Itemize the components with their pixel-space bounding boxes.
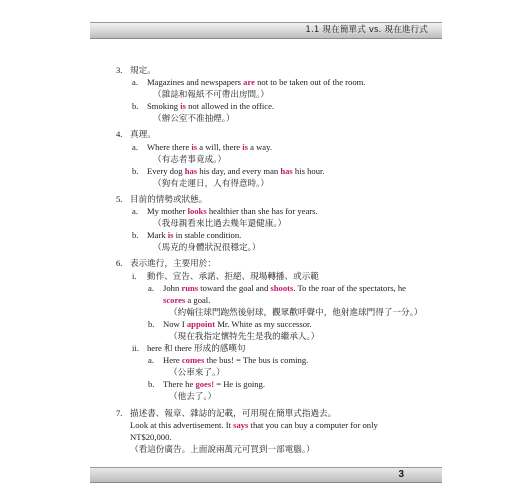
sentence-text: Here	[163, 355, 182, 366]
sentence-text: that you can buy a computer for only	[248, 419, 378, 430]
example-sentence	[147, 205, 418, 217]
sentence-text: = He is going.	[214, 379, 265, 390]
example-sentence	[163, 354, 418, 366]
highlighted-verb: is	[242, 141, 248, 152]
sentence-text: Magazines and newspapers	[147, 77, 244, 88]
sentence-text: My mother	[147, 206, 188, 217]
highlighted-verb: says	[233, 419, 249, 430]
subsection-heading: 動作、宣告、承諾、拒絕、現場轉播、或示範	[147, 270, 319, 281]
example-a	[130, 141, 418, 165]
header-title: 1.1 現在簡單式 vs. 現在進行式	[305, 25, 428, 35]
highlighted-verb: looks	[187, 206, 207, 217]
example-label: b.	[132, 101, 139, 112]
example-a	[130, 205, 418, 229]
section-number: 7.	[116, 407, 123, 418]
section-number: 6.	[116, 258, 123, 269]
section-5	[118, 193, 418, 253]
example-sentence-continued	[163, 294, 418, 306]
section-heading: 目前的情勢或狀態。	[130, 193, 208, 204]
section-6	[116, 257, 423, 402]
sentence-text: a will, there	[197, 141, 243, 152]
translation: （公車來了。）	[169, 367, 225, 378]
highlighted-verb: is	[167, 230, 174, 241]
example-b	[130, 229, 418, 253]
example-b	[130, 318, 418, 342]
highlighted-verb: is	[180, 101, 186, 112]
page-content	[116, 64, 423, 459]
example-label: a.	[132, 141, 138, 152]
translation: （馬克的身體狀況很穩定。）	[153, 242, 261, 253]
example-label: a.	[148, 282, 154, 293]
section-heading: 表示進行，主要用於：	[130, 258, 216, 269]
translation: （辦公室不准抽煙。）	[153, 113, 235, 124]
sentence-text: the bus! = The bus is coming.	[204, 355, 309, 366]
example-sentence	[147, 141, 418, 153]
example-sentence	[163, 378, 418, 390]
sentence-text: There he	[163, 379, 196, 390]
sentence-text: John	[163, 282, 182, 293]
translation: （我母親看來比過去幾年還健康。）	[153, 218, 287, 229]
sentence-text: Every dog	[147, 165, 185, 176]
section-3	[118, 64, 418, 124]
highlighted-verb: runs	[181, 282, 199, 293]
example-sentence	[147, 165, 418, 177]
example-label: a.	[132, 77, 138, 88]
subsection-label: i.	[132, 270, 137, 281]
sentence-text: . To the roar of the spectators, he	[293, 282, 406, 293]
sentence-text: a goal.	[185, 294, 211, 305]
sentence-text: not allowed in the office.	[185, 101, 275, 112]
highlighted-verb: are	[243, 77, 255, 88]
highlighted-verb: goes!	[195, 379, 215, 390]
highlighted-verb: comes	[181, 355, 205, 366]
example-b	[130, 378, 418, 402]
sentence-text: Look at this advertisement. It	[130, 419, 234, 430]
example-sentence	[147, 229, 418, 241]
subsection-ii	[130, 342, 418, 354]
section-number: 5.	[116, 193, 123, 204]
sentence-text: his hour.	[292, 165, 325, 176]
footer-band	[90, 467, 442, 483]
subsection-label: ii.	[132, 343, 139, 354]
sentence-text: Now I	[163, 318, 187, 329]
example-b	[130, 100, 418, 124]
sentence-text: not to be taken out of the room.	[254, 77, 366, 88]
sentence-text: Mr. White as my successor.	[215, 318, 312, 329]
section-number: 3.	[116, 65, 123, 75]
sentence-text: Where there	[147, 141, 192, 152]
sentence-text: Mark	[147, 230, 168, 241]
example-label: b.	[148, 379, 155, 390]
section-heading: 描述書、報章、雜誌的記載，可用現在簡單式指過去。	[130, 407, 337, 418]
translation: （狗有走運日，人有得意時。）	[153, 177, 270, 188]
sentence-text: a way.	[247, 141, 272, 152]
sentence-text: toward the goal and	[198, 282, 271, 293]
translation: （約翰往球門跑然後射球，觀眾歡呼聲中，他射進球門得了一分。）	[169, 306, 423, 317]
example-a	[130, 76, 418, 100]
section-heading: 規定。	[130, 65, 156, 75]
example-label: a.	[132, 206, 138, 217]
subsection-heading: here 和 there 形成的感嘆句	[147, 343, 246, 354]
translation: （他去了。）	[169, 391, 217, 402]
highlighted-verb: has	[280, 165, 293, 176]
example-sentence-continued: NT$20,000.	[130, 431, 172, 442]
translation: （看這份廣告。上面說兩萬元可買到一部電腦。）	[130, 443, 315, 454]
highlighted-verb: is	[191, 141, 198, 152]
example-label: a.	[148, 355, 154, 366]
section-number: 4.	[116, 129, 123, 140]
sentence-text: in stable condition.	[173, 230, 242, 241]
section-7	[118, 407, 418, 455]
sentence-text: healthier than she has for years.	[206, 206, 318, 217]
sentence-text: Smoking	[147, 101, 181, 112]
page-number: 3	[398, 469, 404, 480]
subsection-i	[130, 270, 418, 282]
example-sentence	[147, 76, 418, 88]
example-label: b.	[132, 230, 139, 241]
section-heading: 真理。	[130, 129, 156, 140]
example-a	[130, 282, 423, 318]
sentence-text: his day, and every man	[197, 165, 281, 176]
example-label: b.	[132, 165, 139, 176]
example-a	[130, 354, 418, 378]
highlighted-verb: shoots	[270, 282, 294, 293]
highlighted-verb: has	[184, 165, 198, 176]
section-4	[118, 128, 418, 188]
translation: （雜誌和報紙不可帶出房間。）	[153, 89, 270, 100]
translation: （有志者事竟成。）	[153, 153, 227, 164]
example-label: b.	[148, 318, 155, 329]
example-sentence	[147, 100, 418, 112]
example-sentence	[130, 419, 418, 431]
example-sentence	[163, 282, 418, 294]
highlighted-verb: scores	[163, 294, 186, 305]
translation: （現在我指定懷特先生是我的繼承人。）	[169, 330, 320, 341]
header-band	[90, 22, 442, 39]
example-b	[130, 165, 418, 189]
example-sentence	[163, 318, 418, 330]
highlighted-verb: appoint	[186, 318, 216, 329]
